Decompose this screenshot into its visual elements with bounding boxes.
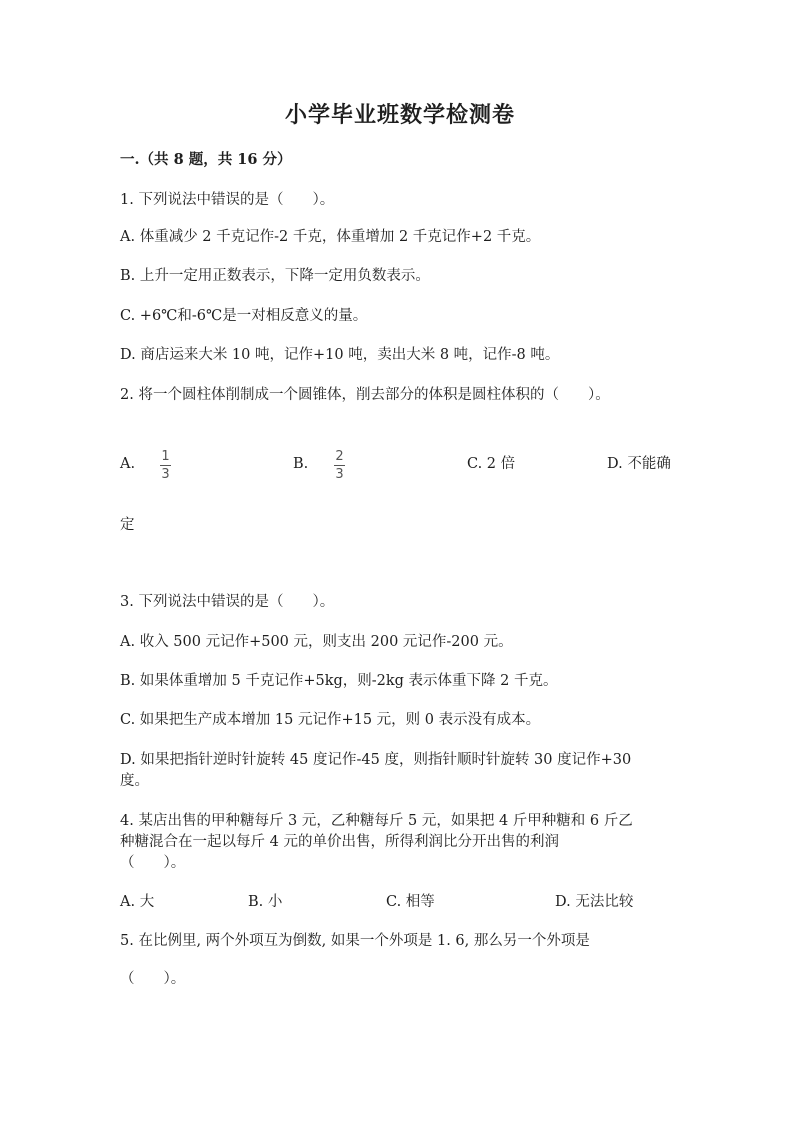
q1-option-b: B. 上升一定用正数表示，下降一定用负数表示。 xyxy=(120,268,430,284)
q4-stem-line1: 4. 某店出售的甲种糖每斤 3 元，乙种糖每斤 5 元，如果把 4 斤甲种糖和 6 斤乙 xyxy=(120,813,633,829)
q2-option-b-denominator: 3 xyxy=(335,467,344,482)
q1-option-a: A. 体重减少 2 千克记作-2 千克，体重增加 2 千克记作+2 千克。 xyxy=(120,229,541,245)
fraction-bar xyxy=(334,465,345,466)
q4-stem-line2: 种糖混合在一起以每斤 4 元的单价出售，所得利润比分开出售的利润 xyxy=(120,834,559,850)
q4-option-a: A. 大 xyxy=(120,894,155,910)
q3-option-b: B. 如果体重增加 5 千克记作+5kg，则-2kg 表示体重下降 2 千克。 xyxy=(120,673,558,689)
q2-option-d: D. 不能确 xyxy=(607,456,671,472)
q4-option-b: B. 小 xyxy=(248,894,283,910)
q5-stem-line1: 5. 在比例里, 两个外项互为倒数, 如果一个外项是 1. 6, 那么另一个外项是 xyxy=(120,933,590,949)
q5-stem-line2: （ ）。 xyxy=(120,971,186,987)
fraction-bar xyxy=(160,465,171,466)
section-heading: 一.（共 8 题，共 16 分） xyxy=(120,151,292,168)
q2-option-b-label: B. xyxy=(293,456,309,472)
page-title: 小学毕业班数学检测卷 xyxy=(284,102,515,128)
q1-option-c: C. +6℃和-6℃是一对相反意义的量。 xyxy=(120,308,368,324)
q3-option-c: C. 如果把生产成本增加 15 元记作+15 元，则 0 表示没有成本。 xyxy=(120,712,541,728)
q3-option-a: A. 收入 500 元记作+500 元，则支出 200 元记作-200 元。 xyxy=(120,634,513,650)
q1-stem: 1. 下列说法中错误的是（ ）。 xyxy=(120,192,335,208)
q2-option-a-numerator: 1 xyxy=(161,449,170,464)
q4-option-c: C. 相等 xyxy=(386,894,435,910)
q2-option-c: C. 2 倍 xyxy=(467,456,516,472)
q2-stem: 2. 将一个圆柱体削制成一个圆锥体，削去部分的体积是圆柱体积的（ ）。 xyxy=(120,387,610,403)
q2-option-a-fraction xyxy=(160,449,171,482)
q4-stem-line3: （ ）。 xyxy=(120,855,186,871)
q3-stem: 3. 下列说法中错误的是（ ）。 xyxy=(120,594,335,610)
q2-option-b-numerator: 2 xyxy=(335,449,344,464)
q2-option-a-denominator: 3 xyxy=(161,467,170,482)
q2-option-a-label: A. xyxy=(120,456,136,472)
q3-option-d-line1: D. 如果把指针逆时针旋转 45 度记作-45 度，则指针顺时针旋转 30 度记作+30 xyxy=(120,752,632,768)
q2-option-b-fraction xyxy=(334,449,345,482)
q1-option-d: D. 商店运来大米 10 吨，记作+10 吨，卖出大米 8 吨，记作-8 吨。 xyxy=(120,347,560,363)
q4-option-d: D. 无法比较 xyxy=(555,894,634,910)
q2-option-d-continued: 定 xyxy=(120,517,135,533)
q3-option-d-line2: 度。 xyxy=(120,773,149,789)
